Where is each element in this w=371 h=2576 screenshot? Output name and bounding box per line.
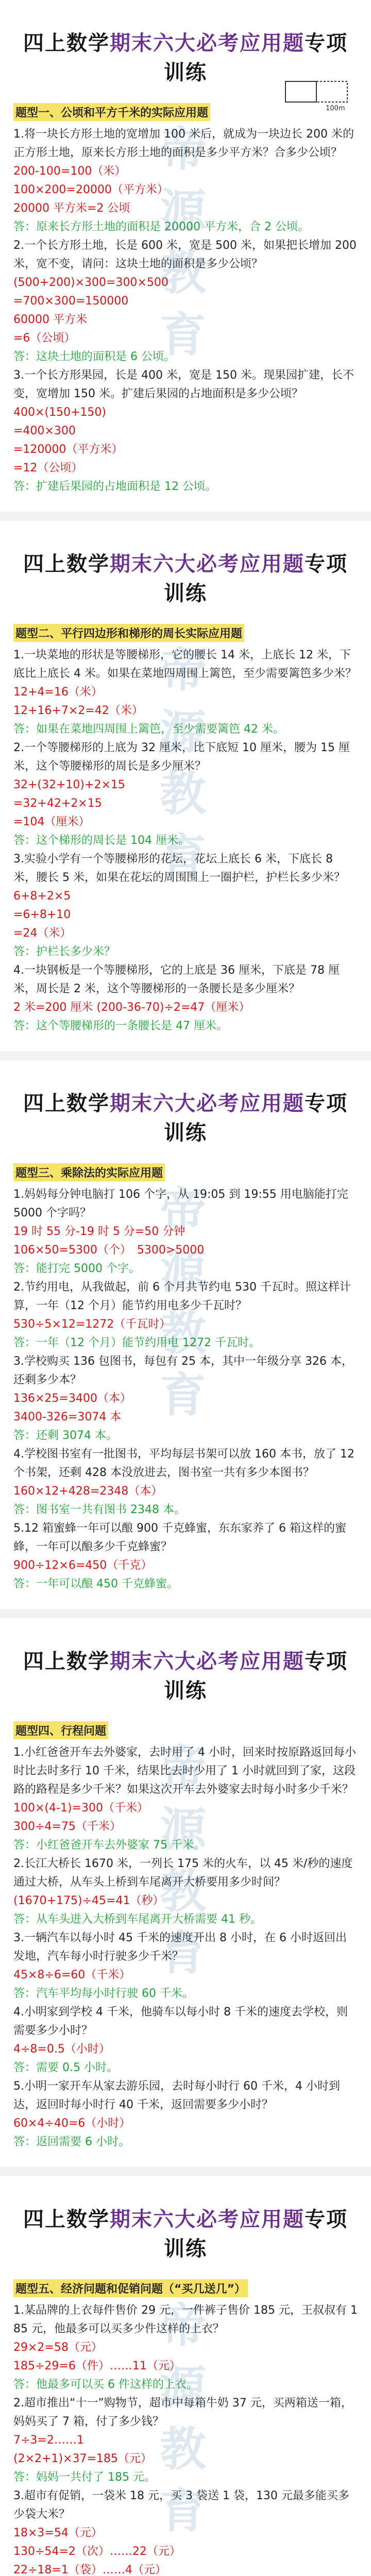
calculation-line: 185÷29=6（件）……11（元）: [13, 2360, 181, 2372]
calculation-line: 136×25=3400（本）: [13, 1392, 131, 1405]
calculation-line: 19 时 55 分-19 时 5 分=50 分钟: [13, 1225, 185, 1238]
calculation-line: 2 米=200 厘米 (200-36-70)÷2=47（厘米）: [13, 1001, 250, 1014]
answer-line: 答：从车头进入大桥到车尾离开大桥需要 41 秒。: [13, 1913, 262, 1926]
question-line: 4.小明家到学校 4 千米，他骑车以每小时 8 千米的速度去学校，则需要多少小时？: [13, 2006, 348, 2037]
answer-line: 答：能打完 5000 个字。: [13, 1262, 140, 1275]
section-title: 四上数学期末六大必考应用题专项训练: [23, 31, 348, 84]
section-5: [0, 2176, 371, 2576]
section-title: 四上数学期末六大必考应用题专项训练: [23, 2207, 348, 2261]
diagram-label: 100m: [326, 105, 345, 112]
answer-line: 答：原来长方形土地的面积是 20000 平方米，合 2 公顷。: [13, 221, 309, 233]
calculation-line: =400×300: [13, 425, 76, 437]
rectangle-diagram: [280, 77, 352, 113]
calculation-line: =12（公顷）: [13, 462, 83, 474]
calculation-line: 18×3=54（元）: [13, 2527, 103, 2539]
calculation-line: =24（米）: [13, 927, 72, 940]
answer-line: 答：他最多可以买 6 件这样的上衣。: [13, 2378, 198, 2391]
section-2: [0, 521, 371, 1060]
topic-heading: 题型五、经济问题和促销问题（“买几送几”）: [13, 2279, 248, 2297]
section-title: 四上数学期末六大必考应用题专项训练: [23, 552, 348, 605]
question-line: 1.将一块长方形土地的宽增加 100 米后，就成为一块边长 200 米的正方形土地，原来长方形土地的面积是多少平方米？合多少公顷？: [13, 128, 354, 159]
question-line: 1.一块菜地的形状是等腰梯形，它的腰长 14 米，上底长 12 米，下底比上底长 4 米。如果在菜地四周围上篱笆，至少需要篱笆多少米？: [13, 649, 357, 680]
question-line: 2.一个长方形土地，长是 600 米，宽是 500 米，如果把长增加 200 米，宽不变，请问：这块土地的面积是多少公顷？: [13, 239, 357, 270]
calculation-line: 300÷4=75（千米）: [13, 1820, 121, 1833]
calculation-line: 6+8+2×5: [13, 890, 71, 903]
question-line: 2.长江大桥长 1670 米，一列长 175 米的火车，以 45 米/秒的速度通过大桥，从车头上桥到车尾离开大桥要用多少时间？: [13, 1857, 353, 1889]
question-line: 5.小明一家开车从家去游乐园，去时每小时行 60 千米，4 小时到达，返回时每小时行 40 千米，返回需要多少小时？: [13, 2080, 340, 2111]
calculation-line: 400×(150+150): [13, 406, 107, 419]
calculation-line: 29×2=58（元）: [13, 2341, 103, 2354]
answer-line: 答：扩建后果园的占地面积是 12 公顷。: [13, 480, 216, 493]
section-3: [0, 1060, 371, 1618]
question-line: 1.妈妈每分钟电脑打 106 个字，从 19:05 到 19:55 用电脑能打完 5000 个字吗？: [13, 1188, 348, 1219]
question-line: 3.一个长方形果园，长是 400 米，宽是 150 米。现果园扩建，长不变，宽增加 150 米。扩建后果园的占地面积是多少公顷？: [13, 369, 354, 400]
answer-line: 答：需要 0.5 小时。: [13, 2061, 118, 2074]
question-line: 2.一个等腰梯形的上底为 32 厘米，比下底短 10 厘米，腰为 15 厘米，这个等腰梯形的周长是多少厘米？: [13, 741, 350, 773]
calculation-line: (1670+175)÷45=41（秒）: [13, 1894, 164, 1907]
question-line: 3.学校购买 136 包图书，每包有 25 本，其中一年级分享 326 本，还剩多少本？: [13, 1355, 353, 1386]
answer-line: 答：还剩 3074 本。: [13, 1429, 117, 1442]
watermark: 帝源教育: [160, 643, 206, 883]
answer-line: 答：小红爸爸开车去外婆家 75 千米。: [13, 1839, 205, 1852]
answer-line: 答：一年（12 个月）能节约用电 1272 千瓦时。: [13, 1336, 260, 1349]
calculation-line: 12+4=16（米）: [13, 686, 103, 699]
calculation-line: 60000 平方米: [13, 313, 87, 326]
question-line: 3.超市有促销，一袋米 18 元，买 3 袋送 1 袋，130 元最多能买多少袋大米？: [13, 2489, 349, 2521]
answer-line: 答：汽车平均每小时行驶 60 千米。: [13, 1987, 194, 2000]
problem-lines: [13, 1185, 358, 1594]
calculation-line: 60×4÷40=6（小时）: [13, 2117, 131, 2130]
calculation-line: =120000（平方米）: [13, 443, 123, 456]
calculation-line: 530÷5×12=1272（千瓦时）: [13, 1318, 171, 1331]
calculation-line: 45×8÷6=60（千米）: [13, 1969, 131, 1981]
calculation-line: 100×(4-1)=300（千米）: [13, 1802, 148, 1815]
watermark: 帝源教育: [160, 1740, 206, 1980]
answer-line: 答：如果在菜地四周围上篱笆，至少需要篱笆 42 米。: [13, 723, 284, 736]
calculation-line: 12+16+7×2=42（米）: [13, 704, 143, 717]
watermark: 帝源教育: [160, 1182, 206, 1422]
calculation-line: =104（厘米）: [13, 816, 90, 828]
calculation-line: 7÷3=2……1: [13, 2434, 84, 2447]
topic-heading: 题型一、公顷和平方千米的实际应用题: [13, 103, 210, 121]
topic-heading: 题型四、行程问题: [13, 1721, 108, 1739]
calculation-line: =700×300=150000: [13, 295, 129, 308]
topic-heading: 题型三、乘除法的实际应用题: [13, 1163, 165, 1181]
calculation-line: 22÷18=1（袋）……4（元）: [13, 2564, 166, 2576]
question-line: 5.12 箱蜜蜂一年可以酿 900 千克蜂蜜，东东家养了 6 箱这样的蜜蜂，一年可以酿多少千克蜂蜜？: [13, 1522, 346, 1553]
question-line: 2.节约用电，从我做起，前 6 个月共节约电 530 千瓦时。照这样计算，一年（12 个月）能节约用电多少千瓦时？: [13, 1281, 351, 1312]
answer-line: 答：护栏长多少米？: [13, 945, 116, 958]
calculation-line: 200-100=100（米）: [13, 165, 126, 178]
answer-line: 答：这块土地的面积是 6 公顷。: [13, 350, 175, 363]
calculation-line: 160×12+428=2348（本）: [13, 1485, 163, 1498]
calculation-line: 3400-326=3074 本: [13, 1411, 122, 1423]
watermark: 帝源教育: [160, 2298, 206, 2538]
calculation-line: 106×50=5300（个） 5300>5000: [13, 1244, 205, 1257]
calculation-line: 900÷12×6=450（千克）: [13, 1559, 153, 1572]
question-line: 4.一块钢板是一个等腰梯形，它的上底是 36 厘米，下底是 78 厘米，周长是 2 米，这个等腰梯形的一条腰长是多少厘米？: [13, 964, 340, 995]
section-4: [0, 1618, 371, 2176]
problem-lines: [13, 1743, 358, 2151]
question-line: 1.某品牌的上衣每件售价 29 元，一件裤子售价 185 元，王叔叔有 185 元，他最多可以买多少件这样的上衣？: [13, 2304, 358, 2335]
watermark: 帝源教育: [160, 122, 206, 362]
calculation-line: 4÷8=0.5（小时）: [13, 2043, 110, 2056]
answer-line: 答：图书室一共有图书 2348 本。: [13, 1503, 185, 1516]
problem-lines: [13, 2301, 358, 2576]
topic-heading: 题型二、平行四边形和梯形的周长实际应用题: [13, 624, 244, 642]
section-title: 四上数学期末六大必考应用题专项训练: [23, 1091, 348, 1145]
section-1: [0, 0, 371, 521]
answer-line: 答：妈妈一共付了 185 元。: [13, 2471, 156, 2484]
answer-line: 答：一年可以酿 450 千克蜂蜜。: [13, 1578, 178, 1590]
calculation-line: =6（公顷）: [13, 332, 76, 345]
problem-lines: [13, 646, 358, 1036]
question-line: 2.超市推出“十一”购物节，超市中每箱牛奶 37 元，买两箱送一箱，妈妈买了 7 箱，付了多少钱？: [13, 2397, 352, 2428]
question-line: 4.学校图书室有一批图书，平均每层书架可以放 160 本书，放了 12 个书架，还剩 428 本没放进去，图书室一共有多少本图书？: [13, 1448, 355, 1479]
calculation-line: (500+200)×300=300×500: [13, 276, 168, 289]
answer-line: 答：返回需要 6 小时。: [13, 2136, 130, 2148]
calculation-line: =6+8+10: [13, 908, 71, 921]
calculation-line: 130÷54=2（次）……22（元）: [13, 2545, 181, 2558]
calculation-line: 100×200=20000（平方米）: [13, 183, 168, 196]
answer-line: 答：这个等腰梯形的一条腰长是 47 厘米。: [13, 1020, 228, 1032]
question-line: 3.实验小学有一个等腰梯形的花坛，花坛上底长 6 米，下底长 8 米，腰长 5 米，如果在花坛的周围围上一圈护栏，护栏长多少米？: [13, 853, 345, 884]
problem-lines: [13, 125, 358, 496]
question-line: 1.小红爸爸开车去外婆家，去时用了 4 小时，回来时按原路返回每小时比去时多行 10 千米，结果比去时少用了 1 小时就回到了家，这段路的路程是多少千米？如果这次开车去外婆家去时每小时多少千米？: [13, 1746, 356, 1796]
question-line: 3.一辆汽车以每小时 45 千米的速度开出 8 小时，在 6 小时返回出发地，汽车每小时行驶多少千米？: [13, 1931, 347, 1963]
calculation-line: =32+42+2×15: [13, 797, 102, 810]
answer-line: 答：这个梯形的周长是 104 厘米。: [13, 834, 190, 847]
calculation-line: (2×2+1)×37=185（元）: [13, 2452, 152, 2465]
calculation-line: 32+(32+10)+2×15: [13, 778, 125, 791]
calculation-line: 20000 平方米=2 公顷: [13, 202, 130, 215]
section-title: 四上数学期末六大必考应用题专项训练: [23, 1649, 348, 1703]
